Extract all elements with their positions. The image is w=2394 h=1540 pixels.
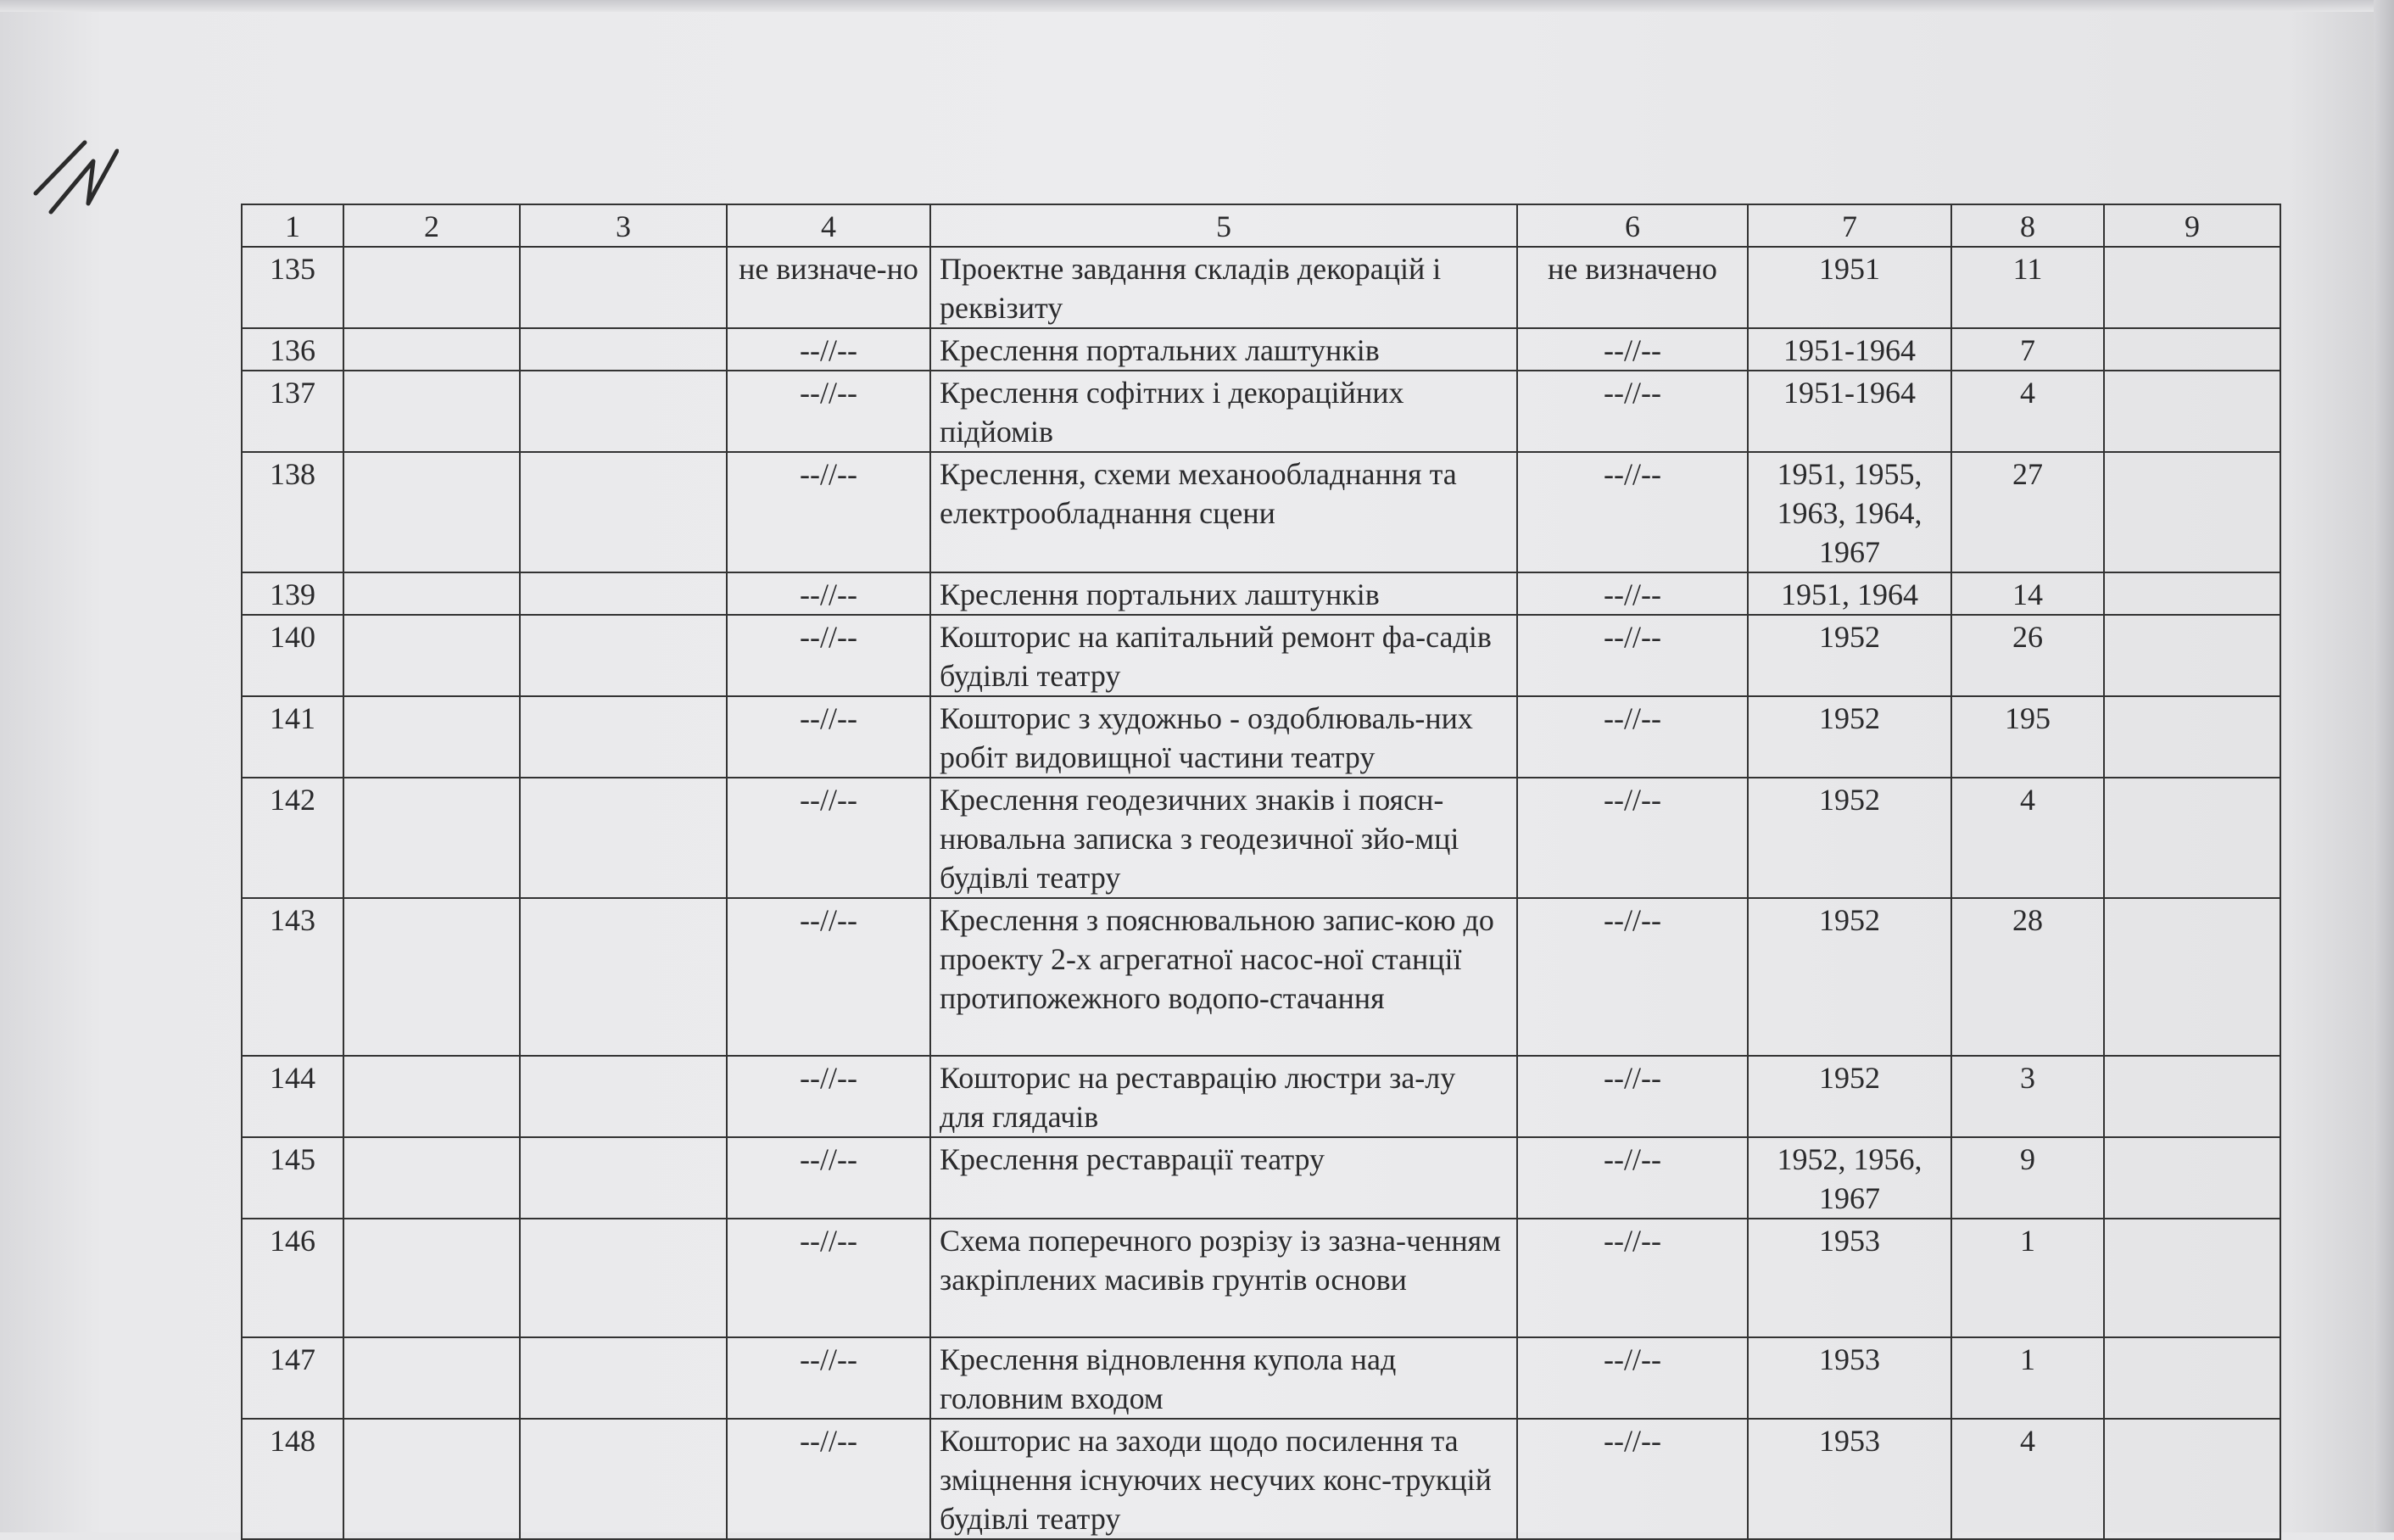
cell-col-9: [2104, 615, 2280, 696]
cell-col-3: [520, 328, 727, 371]
row-number: 140: [242, 615, 343, 696]
cell-col-4: --//--: [727, 452, 930, 572]
sheet-count: 4: [1951, 1419, 2104, 1539]
cell-col-4: --//--: [727, 328, 930, 371]
cell-col-2: [343, 1056, 520, 1137]
cell-col-6: --//--: [1517, 1219, 1748, 1337]
document-title: Креслення відновлення купола над головним входом: [930, 1337, 1517, 1419]
cell-col-4: --//--: [727, 778, 930, 898]
table-row: [242, 371, 2280, 452]
cell-col-9: [2104, 247, 2280, 328]
cell-col-6: --//--: [1517, 1137, 1748, 1219]
cell-col-9: [2104, 778, 2280, 898]
document-years: 1951, 1964: [1748, 572, 1951, 615]
handwritten-folio-number: [25, 127, 119, 220]
document-years: 1952: [1748, 696, 1951, 778]
cell-col-6: --//--: [1517, 778, 1748, 898]
cell-col-3: [520, 247, 727, 328]
cell-col-4: --//--: [727, 371, 930, 452]
cell-col-6: --//--: [1517, 1056, 1748, 1137]
document-years: 1952, 1956, 1967: [1748, 1137, 1951, 1219]
cell-col-2: [343, 696, 520, 778]
cell-col-3: [520, 778, 727, 898]
row-number: 141: [242, 696, 343, 778]
cell-col-3: [520, 572, 727, 615]
sheet-count: 11: [1951, 247, 2104, 328]
document-title: Проектне завдання складів декорацій і реквізиту: [930, 247, 1517, 328]
document-years: 1951-1964: [1748, 371, 1951, 452]
cell-col-9: [2104, 572, 2280, 615]
table-row: [242, 452, 2280, 572]
cell-col-2: [343, 371, 520, 452]
cell-col-4: --//--: [727, 1219, 930, 1337]
cell-col-6: --//--: [1517, 371, 1748, 452]
row-number: 147: [242, 1337, 343, 1419]
table-row: [242, 1219, 2280, 1337]
document-title: Кошторис на реставрацію люстри за-лу для глядачів: [930, 1056, 1517, 1137]
cell-col-2: [343, 615, 520, 696]
document-years: 1952: [1748, 615, 1951, 696]
sheet-count: 26: [1951, 615, 2104, 696]
sheet-count: 195: [1951, 696, 2104, 778]
row-number: 148: [242, 1419, 343, 1539]
table-row: [242, 898, 2280, 1056]
cell-col-2: [343, 778, 520, 898]
document-title: Креслення з пояснювальною запис-кою до проекту 2-х агрегатної насос-ної станції протипожежного водопо-стачання: [930, 898, 1517, 1056]
sheet-count: 3: [1951, 1056, 2104, 1137]
table-row: [242, 572, 2280, 615]
sheet-count: 7: [1951, 328, 2104, 371]
table-row: [242, 328, 2280, 371]
cell-col-3: [520, 1219, 727, 1337]
cell-col-6: не визначено: [1517, 247, 1748, 328]
sheet-count: 9: [1951, 1137, 2104, 1219]
row-number: 135: [242, 247, 343, 328]
table-row: [242, 615, 2280, 696]
cell-col-3: [520, 615, 727, 696]
cell-col-3: [520, 1419, 727, 1539]
cell-col-2: [343, 572, 520, 615]
cell-col-2: [343, 452, 520, 572]
header-row: [242, 204, 2280, 247]
document-title: Кошторис з художньо - оздоблюваль-них робіт видовищної частини театру: [930, 696, 1517, 778]
document-years: 1951: [1748, 247, 1951, 328]
cell-col-6: --//--: [1517, 572, 1748, 615]
register-table: [241, 204, 2281, 1540]
cell-col-4: не визначе-но: [727, 247, 930, 328]
document-title: Кошторис на заходи щодо посилення та зміцнення існуючих несучих конс-трукцій будівлі театру: [930, 1419, 1517, 1539]
cell-col-9: [2104, 1337, 2280, 1419]
cell-col-9: [2104, 452, 2280, 572]
cell-col-3: [520, 452, 727, 572]
document-years: 1952: [1748, 1056, 1951, 1137]
row-number: 142: [242, 778, 343, 898]
cell-col-6: --//--: [1517, 615, 1748, 696]
cell-col-6: --//--: [1517, 452, 1748, 572]
cell-col-4: --//--: [727, 615, 930, 696]
cell-col-3: [520, 1137, 727, 1219]
cell-col-3: [520, 371, 727, 452]
table-body: [242, 247, 2280, 1539]
document-years: 1951, 1955, 1963, 1964, 1967: [1748, 452, 1951, 572]
document-years: 1953: [1748, 1337, 1951, 1419]
cell-col-6: --//--: [1517, 696, 1748, 778]
cell-col-9: [2104, 898, 2280, 1056]
cell-col-9: [2104, 328, 2280, 371]
sheet-count: 14: [1951, 572, 2104, 615]
page-top-edge: [0, 0, 2394, 12]
cell-col-2: [343, 1419, 520, 1539]
table-row: [242, 247, 2280, 328]
cell-col-4: --//--: [727, 1137, 930, 1219]
sheet-count: 1: [1951, 1337, 2104, 1419]
document-years: 1952: [1748, 778, 1951, 898]
row-number: 144: [242, 1056, 343, 1137]
document-years: 1953: [1748, 1419, 1951, 1539]
cell-col-3: [520, 898, 727, 1056]
document-years: 1951-1964: [1748, 328, 1951, 371]
cell-col-9: [2104, 371, 2280, 452]
table-row: [242, 1056, 2280, 1137]
column-header: 6: [1517, 204, 1748, 247]
row-number: 138: [242, 452, 343, 572]
cell-col-3: [520, 696, 727, 778]
column-header: 4: [727, 204, 930, 247]
table-row: [242, 1337, 2280, 1419]
document-title: Креслення портальних лаштунків: [930, 328, 1517, 371]
cell-col-4: --//--: [727, 696, 930, 778]
row-number: 143: [242, 898, 343, 1056]
document-title: Схема поперечного розрізу із зазна-ченням закріплених масивів грунтів основи: [930, 1219, 1517, 1337]
column-header: 9: [2104, 204, 2280, 247]
cell-col-9: [2104, 1056, 2280, 1137]
cell-col-4: --//--: [727, 572, 930, 615]
sheet-count: 27: [1951, 452, 2104, 572]
table-row: [242, 696, 2280, 778]
cell-col-4: --//--: [727, 1337, 930, 1419]
cell-col-6: --//--: [1517, 1419, 1748, 1539]
document-title: Кошторис на капітальний ремонт фа-садів будівлі театру: [930, 615, 1517, 696]
sheet-count: 28: [1951, 898, 2104, 1056]
row-number: 145: [242, 1137, 343, 1219]
cell-col-9: [2104, 696, 2280, 778]
table-row: [242, 778, 2280, 898]
row-number: 139: [242, 572, 343, 615]
page-right-edge: [2374, 0, 2394, 1532]
column-header: 7: [1748, 204, 1951, 247]
document-years: 1953: [1748, 1219, 1951, 1337]
document-title: Креслення софітних і декораційних підйомів: [930, 371, 1517, 452]
row-number: 146: [242, 1219, 343, 1337]
document-years: 1952: [1748, 898, 1951, 1056]
cell-col-6: --//--: [1517, 1337, 1748, 1419]
column-header: 1: [242, 204, 343, 247]
column-header: 8: [1951, 204, 2104, 247]
document-title: Креслення геодезичних знаків і поясн-нювальна записка з геодезичної зйо-мці будівлі театру: [930, 778, 1517, 898]
cell-col-2: [343, 328, 520, 371]
cell-col-2: [343, 1137, 520, 1219]
cell-col-4: --//--: [727, 1056, 930, 1137]
row-number: 137: [242, 371, 343, 452]
document-title: Креслення портальних лаштунків: [930, 572, 1517, 615]
column-header: 5: [930, 204, 1517, 247]
cell-col-2: [343, 247, 520, 328]
cell-col-3: [520, 1056, 727, 1137]
cell-col-9: [2104, 1137, 2280, 1219]
sheet-count: 4: [1951, 371, 2104, 452]
cell-col-6: --//--: [1517, 328, 1748, 371]
sheet-count: 1: [1951, 1219, 2104, 1337]
cell-col-6: --//--: [1517, 898, 1748, 1056]
document-title: Креслення реставрації театру: [930, 1137, 1517, 1219]
sheet-count: 4: [1951, 778, 2104, 898]
table-row: [242, 1419, 2280, 1539]
cell-col-4: --//--: [727, 898, 930, 1056]
column-header: 2: [343, 204, 520, 247]
column-header: 3: [520, 204, 727, 247]
row-number: 136: [242, 328, 343, 371]
cell-col-2: [343, 1337, 520, 1419]
cell-col-2: [343, 898, 520, 1056]
document-title: Креслення, схеми механообладнання та електрообладнання сцени: [930, 452, 1517, 572]
cell-col-3: [520, 1337, 727, 1419]
cell-col-4: --//--: [727, 1419, 930, 1539]
cell-col-9: [2104, 1419, 2280, 1539]
table-row: [242, 1137, 2280, 1219]
cell-col-9: [2104, 1219, 2280, 1337]
cell-col-2: [343, 1219, 520, 1337]
